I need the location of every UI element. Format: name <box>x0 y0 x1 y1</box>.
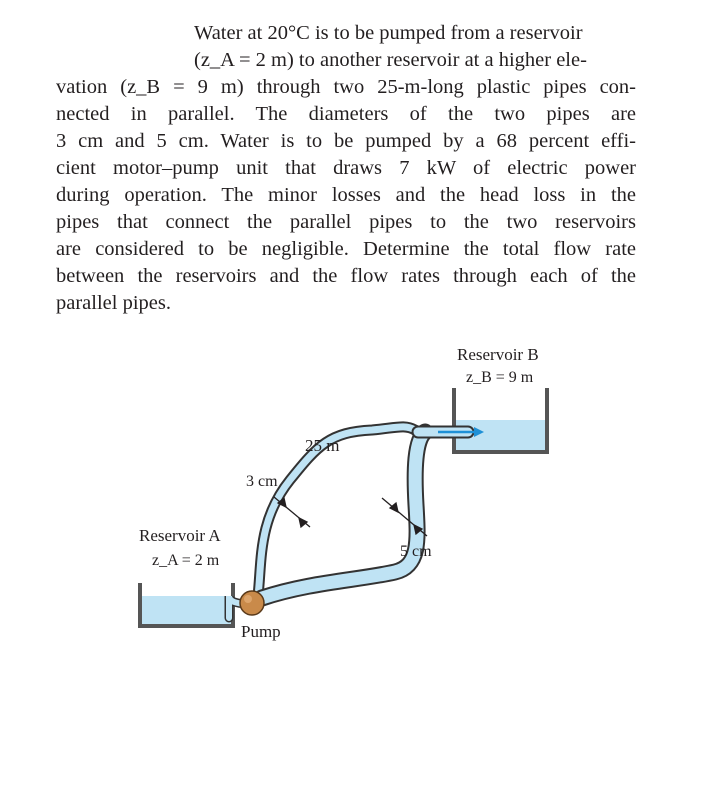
pump-label: Pump <box>241 622 281 641</box>
reservoir-b-title: Reservoir B <box>457 345 539 364</box>
problem-line-2: (z_A = 2 m) to another reservoir at a higher ele- <box>194 49 587 71</box>
reservoir-a-title: Reservoir A <box>139 526 221 545</box>
diameter-3cm-arrow-icon <box>274 497 310 527</box>
pipe-5cm-label: 5 cm <box>400 543 432 560</box>
reservoir-a-elevation: z_A = 2 m <box>152 552 220 569</box>
pipe-length-label: 25 m <box>305 436 340 455</box>
problem-line-7: during operation. The minor losses and the head loss in the <box>56 184 636 206</box>
pipe-3cm-label: 3 cm <box>246 473 278 490</box>
problem-line-4: nected in parallel. The diameters of the two pipes are <box>56 103 636 125</box>
reservoir-a <box>140 583 233 626</box>
problem-line-11: parallel pipes. <box>56 292 171 314</box>
problem-line-3: vation (z_B = 9 m) through two 25-m-long plastic pipes con- <box>56 76 636 98</box>
problem-line-6: cient motor–pump unit that draws 7 kW of electric power <box>56 157 636 179</box>
problem-line-9: are considered to be negligible. Determine the total flow rate <box>56 238 636 260</box>
problem-line-10: between the reservoirs and the flow rates through each of the <box>56 265 636 287</box>
reservoir-b-elevation: z_B = 9 m <box>466 369 534 386</box>
problem-line-8: pipes that connect the parallel pipes to the two reservoirs <box>56 211 636 233</box>
problem-line-1: Water at 20°C is to be pumped from a reservoir <box>194 22 583 44</box>
problem-line-5: 3 cm and 5 cm. Water is to be pumped by a 68 percent effi- <box>56 130 636 152</box>
pump-icon <box>240 591 264 615</box>
reservoir-a-water <box>142 596 231 624</box>
reservoir-b <box>454 388 547 452</box>
